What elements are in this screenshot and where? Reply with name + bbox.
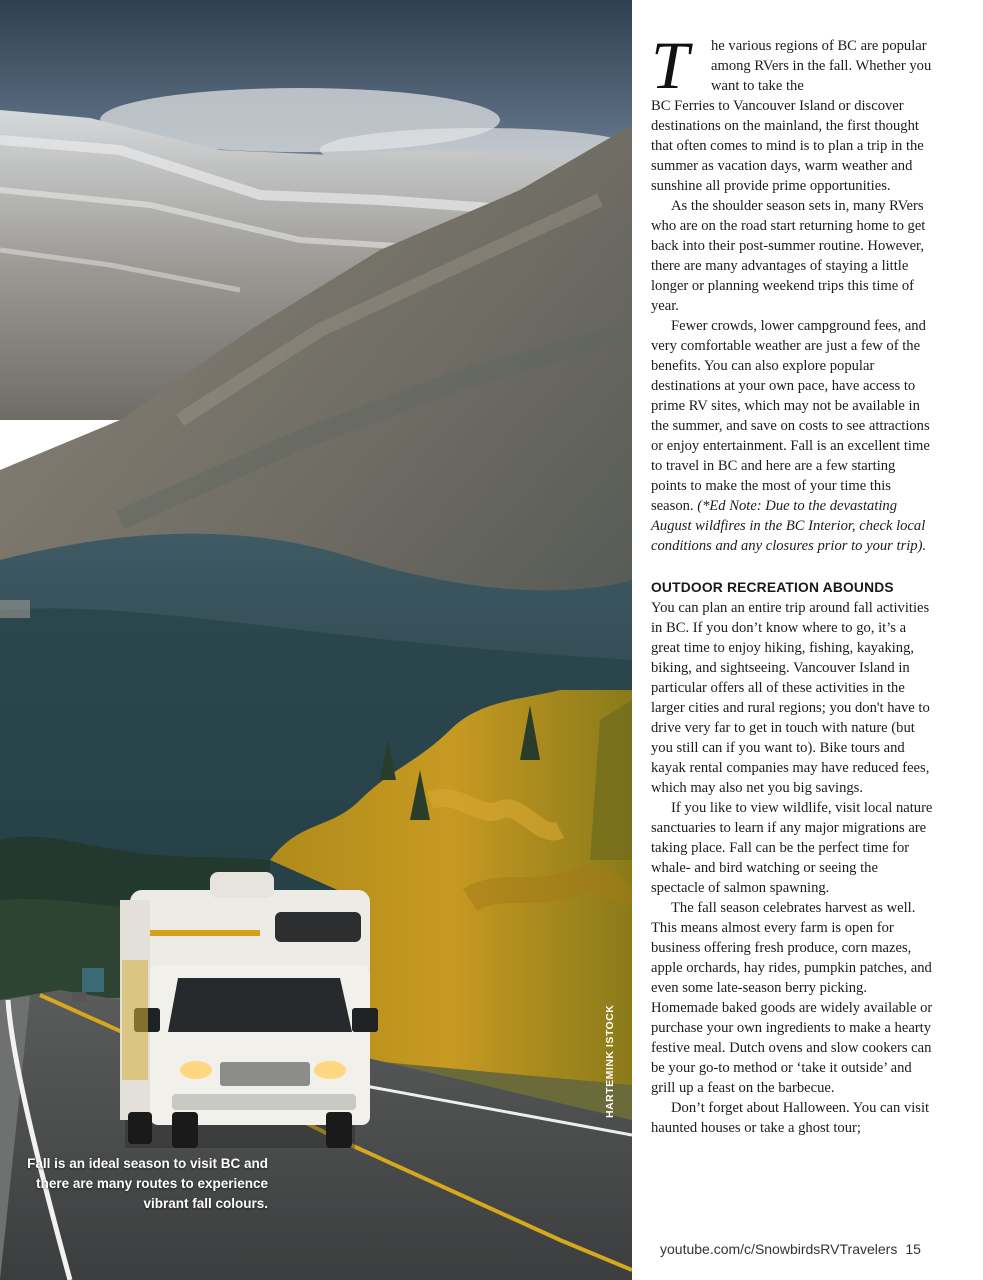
paragraph-benefits xyxy=(651,316,933,556)
paragraph-halloween: Don’t forget about Halloween. You can visit haunted houses or take a ghost tour; xyxy=(651,1100,930,1136)
editor-note: (*Ed Note: Due to the devastating August wildfires in the BC Interior, check local conditions and any closures prior to your trip). xyxy=(651,498,927,554)
paragraph-wildlife: If you like to view wildlife, visit local nature sanctuaries to learn if any major migrations are taking place. Fall can be the perfect time for whale- and bird watching or seeing the spectacle of salmon spawning. xyxy=(651,800,933,896)
rv-illustration xyxy=(120,872,378,1148)
paragraph-activities: You can plan an entire trip around fall activities in BC. If you don’t know where to go, it’s a great time to enjoy hiking, fishing, kayaking, biking, and sightseeing. Vancouver Island in particular offers all of these activities in the larger cities and rural regions; you don't have to drive very far to get in touch with nature (but you still can if you want to). Bike tours and kayak rental companies may have reduced fees, which may also net you big savings. xyxy=(651,600,930,796)
intro-first-lines: he various regions of BC are popular among RVers in the fall. Whether you want to take the xyxy=(711,38,932,94)
page-footer xyxy=(660,1241,950,1257)
page-number: 15 xyxy=(905,1241,921,1257)
photo-caption: Fall is an ideal season to visit BC and there are many routes to experience vibrant fall colours. xyxy=(27,1156,268,1211)
footer-url[interactable]: youtube.com/c/SnowbirdsRVTravelers xyxy=(660,1241,898,1257)
benefits-text: Fewer crowds, lower campground fees, and very comfortable weather are just a few of the benefits. You can also explore popular destinations at your own pace, have access to prime RV sites, which may not be available in the summer, and save on costs to see attractions or enjoy entertainment. Fall is an excellent time to travel in BC and here are a few starting points to make the most of your time this season. xyxy=(651,318,930,514)
article-column xyxy=(651,27,933,1138)
section-heading: OUTDOOR RECREATION ABOUNDS xyxy=(651,580,894,595)
intro-paragraph xyxy=(651,27,933,103)
intro-continued: BC Ferries to Vancouver Island or discover destinations on the mainland, the first thought that often comes to mind is to plan a trip in the summer as vacation days, warm weather and sunshine all provide prime opportunities. xyxy=(651,98,924,194)
drop-cap: T xyxy=(651,27,689,103)
paragraph-harvest: The fall season celebrates harvest as well. This means almost every farm is open for business offering fresh produce, corn mazes, apple orchards, hay rides, pumpkin patches, and even some late-season berry picking. Homemade baked goods are widely available or purchase your own ingredients to make a hearty festive meal. Dutch ovens and slow cookers can be your go-to method or ‘take it outside’ and grill up a feast on the barbecue. xyxy=(651,900,933,1096)
paragraph-shoulder-season: As the shoulder season sets in, many RVers who are on the road start returning home to get back into their post-summer routine. However, there are many advantages of staying a little longer or planning weekend trips this time of year. xyxy=(651,198,926,314)
photo-credit: HARTEMINK ISTOCK xyxy=(604,1004,616,1118)
